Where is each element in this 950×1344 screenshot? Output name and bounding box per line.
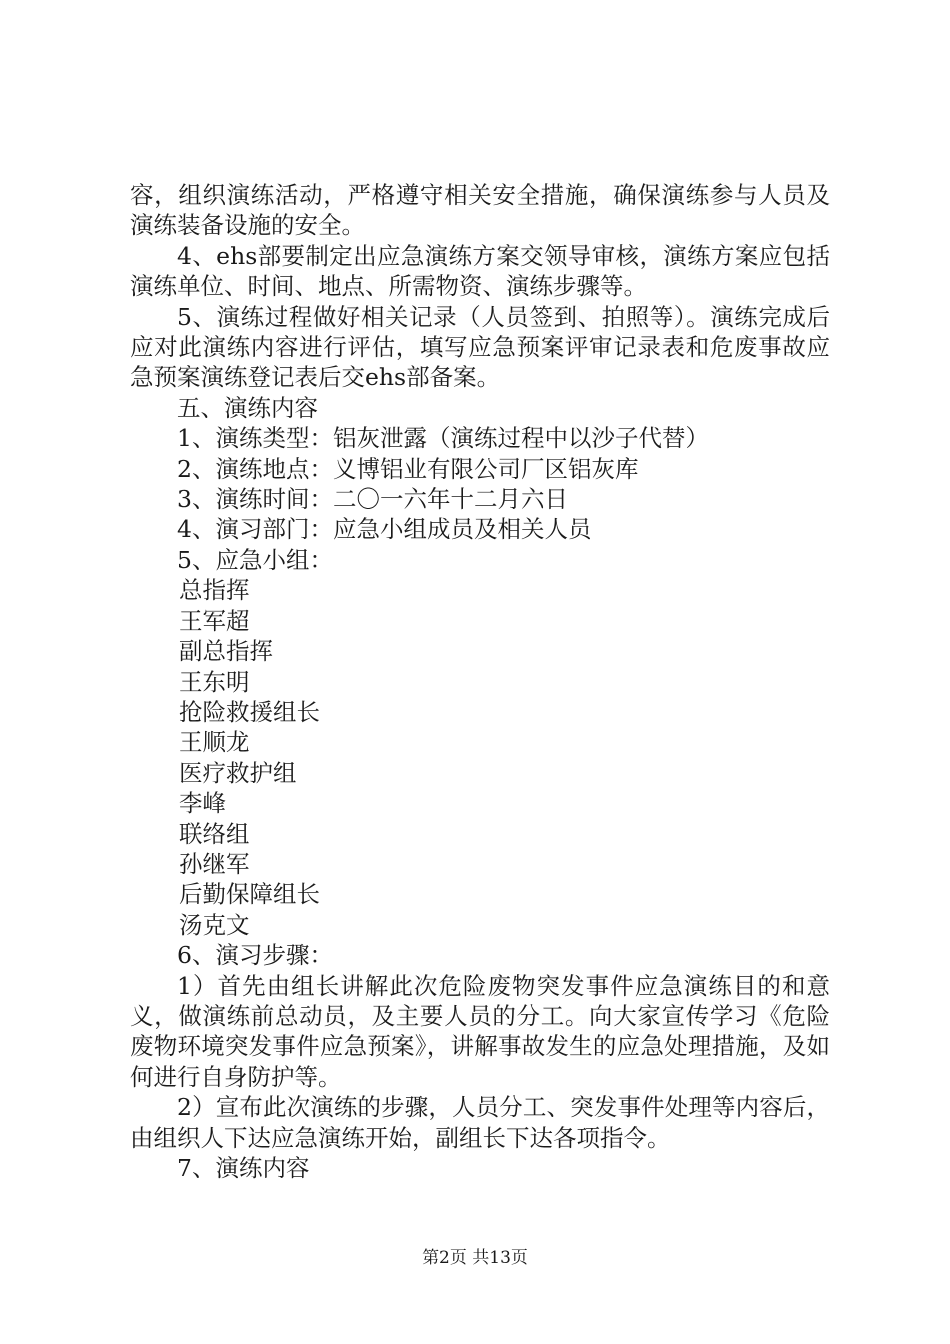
paragraph: 4、ehs部要制定出应急演练方案交领导审核，演练方案应包括演练单位、时间、地点、所需物资、演练步骤等。 (130, 241, 830, 301)
paragraph: 1、演练类型：铝灰泄露（演练过程中以沙子代替） (177, 424, 709, 453)
paragraph: 总指挥 (179, 576, 250, 605)
paragraph: 3、演练时间：二〇一六年十二月六日 (177, 485, 568, 514)
document-body (130, 180, 830, 1183)
paragraph: 5、演练过程做好相关记录（人员签到、拍照等）。演练完成后应对此演练内容进行评估，填写应急预案评审记录表和危废事故应急预案演练登记表后交ehs部备案。 (130, 302, 830, 392)
paragraph: 容，组织演练活动，严格遵守相关安全措施，确保演练参与人员及演练装备设施的安全。 (130, 181, 830, 240)
paragraph: 6、演习步骤： (177, 941, 333, 970)
paragraph: 医疗救护组 (179, 758, 297, 787)
page-footer: 第2页 共13页 (422, 1248, 528, 1268)
paragraph: 副总指挥 (179, 637, 273, 666)
paragraph: 7、演练内容 (177, 1154, 310, 1182)
paragraph: 4、演习部门：应急小组成员及相关人员 (177, 515, 592, 544)
paragraph: 王军超 (179, 606, 250, 635)
paragraph: 5、应急小组： (177, 545, 333, 574)
paragraph: 1）首先由组长讲解此次危险废物突发事件应急演练目的和意义，做演练前总动员，及主要人员的分工。向大家宣传学习《危险废物环境突发事件应急预案》，讲解事故发生的应急处理措施，及如何进行自身防护等。 (130, 971, 830, 1091)
paragraph: 孙继军 (179, 849, 250, 878)
paragraph: 2）宣布此次演练的步骤，人员分工、突发事件处理等内容后，由组织人下达应急演练开始，副组长下达各项指令。 (130, 1093, 830, 1152)
paragraph: 汤克文 (179, 910, 250, 939)
paragraph: 联络组 (179, 819, 250, 848)
paragraph: 李峰 (179, 789, 226, 818)
paragraph: 王顺龙 (179, 728, 250, 757)
paragraph: 五、演练内容 (177, 393, 318, 422)
paragraph: 后勤保障组长 (179, 880, 320, 909)
paragraph: 抢险救援组长 (179, 697, 320, 726)
paragraph: 2、演练地点：义博铝业有限公司厂区铝灰库 (177, 454, 639, 483)
paragraph: 王东明 (179, 667, 250, 696)
